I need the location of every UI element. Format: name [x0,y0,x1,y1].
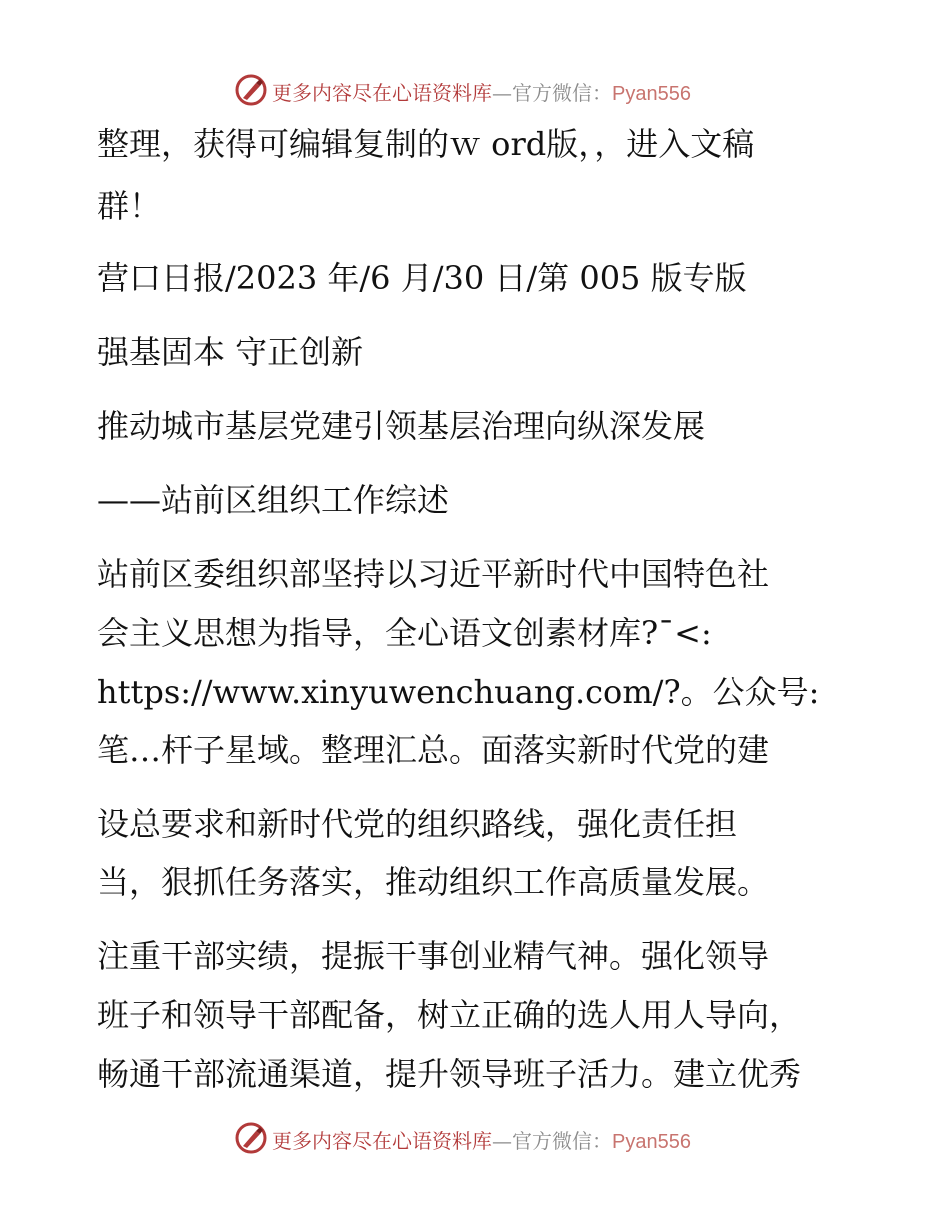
text-line: 会主义思想为指导，全心语文创素材库?¯<: [97,614,712,652]
pen-logo-icon [234,1121,268,1155]
text-line: ——站前区组织工作综述 [97,481,450,519]
banner-text [272,1125,691,1154]
text-line: 畅通干部流通渠道，提升领导班子活力。建立优秀 [97,1055,802,1093]
banner-title: 更多内容尽在心语资料库 [272,81,492,105]
text-line: 推动城市基层党建引领基层治理向纵深发展 [97,407,706,445]
text-line: 强基固本 守正创新 [97,333,364,371]
banner-title: 更多内容尽在心语资料库 [272,1129,492,1153]
banner-wechat-id: Pyan556 [612,1131,691,1153]
banner-wechat-label: —官方微信： [492,1129,612,1153]
text-line: 营口日报/2023 年/6 月/30 日/第 005 版专版 [97,259,747,297]
text-line: 站前区委组织部坚持以习近平新时代中国特色社 [97,555,770,593]
footer-banner [0,1118,950,1158]
header-banner [0,70,950,110]
banner-text [272,77,691,106]
pen-logo-icon [234,73,268,107]
text-line: 设总要求和新时代党的组织路线，强化责任担 [97,805,738,843]
text-line: 班子和领导干部配备，树立正确的选人用人导向， [97,996,802,1034]
banner-wechat-id: Pyan556 [612,83,691,105]
text-line: 群！ [97,187,162,225]
banner-wechat-label: —官方微信： [492,81,612,105]
text-line: 整理，获得可编辑复制的ｗ ord版，，进入文稿 [97,125,755,163]
text-line: https://www.xinyuwenchuang.com/?。公众号: [97,673,820,711]
text-line: 注重干部实绩，提振干事创业精气神。强化领导 [97,937,770,975]
text-line: 笔…杆子星域。整理汇总。面落实新时代党的建 [97,731,770,769]
text-line: 当，狠抓任务落实，推动组织工作高质量发展。 [97,863,770,901]
